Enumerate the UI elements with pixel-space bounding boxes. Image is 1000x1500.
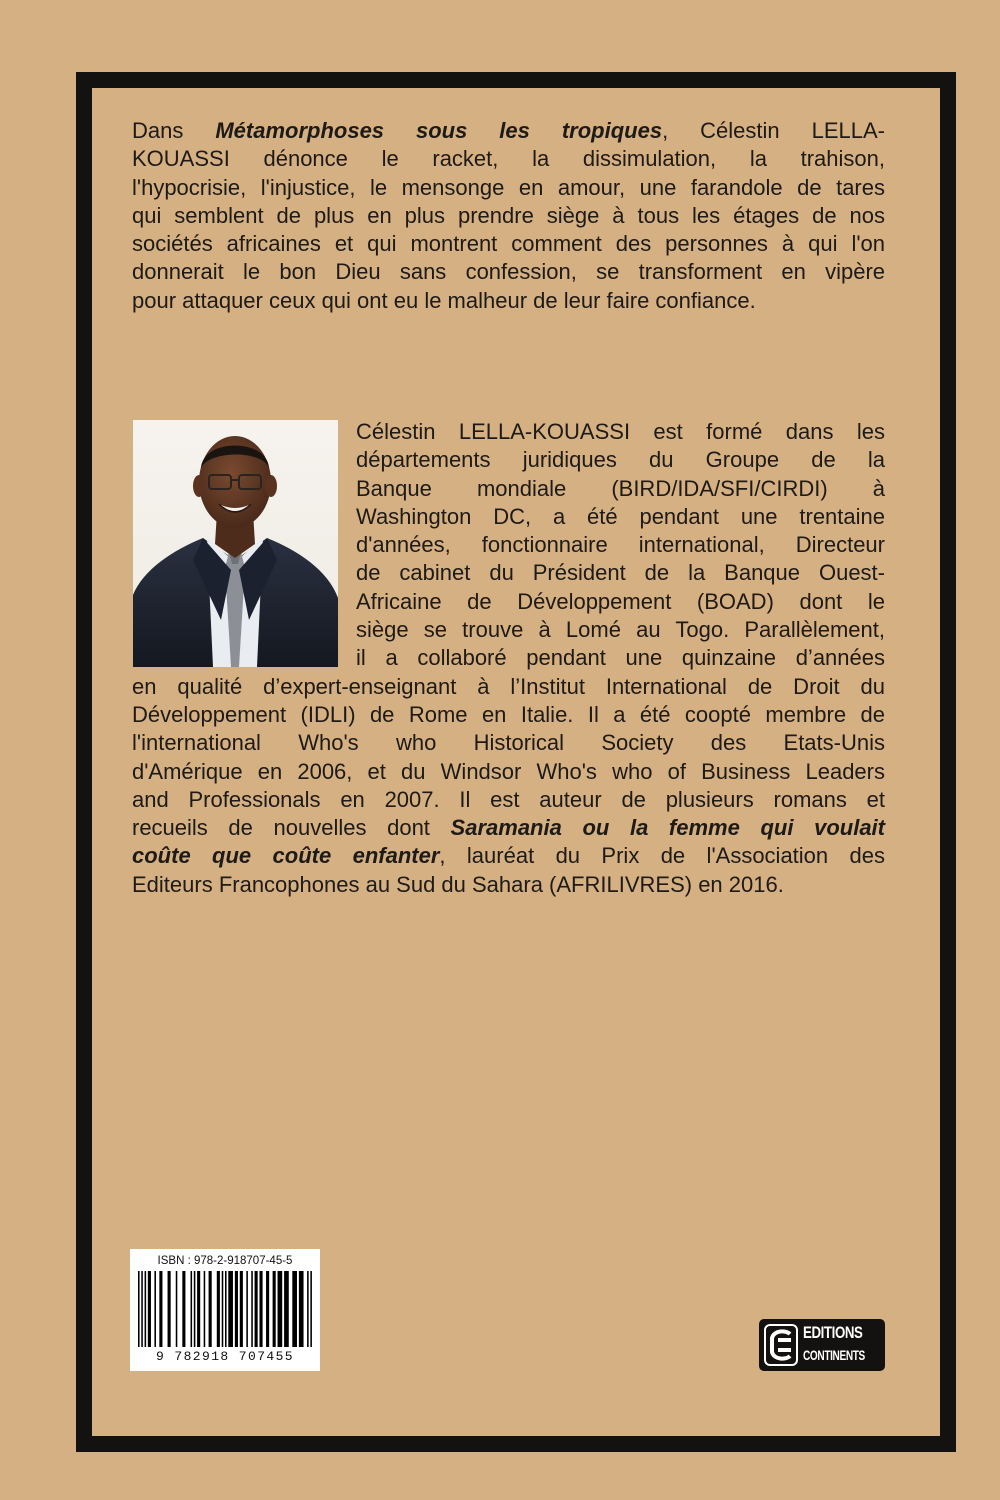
barcode-bar — [273, 1271, 276, 1347]
synopsis-line: qui semblent de plus en plus prendre siège à tous les étages de nos — [132, 202, 885, 228]
award-book-title-part-1: Saramania ou la femme qui voulait — [450, 815, 885, 841]
bio-line: de cabinet du Président de la Banque Ouest- — [356, 560, 885, 586]
barcode-bar — [148, 1271, 151, 1347]
bio-line — [132, 842, 885, 870]
barcode-bar — [194, 1271, 196, 1347]
bio-line: Banque mondiale (BIRD/IDA/SFI/CIRDI) à — [356, 475, 885, 501]
barcode-bar — [235, 1271, 238, 1347]
synopsis-paragraph — [132, 117, 885, 315]
publisher-logo — [759, 1319, 885, 1371]
bio-line: départements juridiques du Groupe de la — [356, 447, 885, 473]
synopsis-line: l'hypocrisie, l'injustice, le mensonge en amour, une farandole de tares — [132, 174, 885, 200]
barcode-digits: 9 782918 707455 — [155, 1349, 295, 1364]
synopsis-line — [132, 117, 885, 145]
barcode-bar — [228, 1271, 233, 1347]
synopsis-line: KOUASSI dénonce le racket, la dissimulation, la trahison, — [132, 146, 885, 172]
bio-line: en qualité d’expert-enseignant à l’Institut International de Droit du — [132, 673, 885, 699]
barcode-bar — [246, 1271, 248, 1347]
barcode-bar — [284, 1271, 289, 1347]
barcode-bar — [292, 1271, 297, 1347]
barcode-bar — [255, 1271, 258, 1347]
author-biography — [132, 418, 885, 899]
barcode-bar — [225, 1271, 227, 1347]
barcode-bar — [197, 1271, 200, 1347]
bio-line: il a collaboré pendant une quinzaine d’années — [356, 645, 885, 671]
bio-line: d'Amérique en 2006, et du Windsor Who's who of Business Leaders — [132, 758, 885, 784]
bio-line: Développement (IDLI) de Rome en Italie. Il a été coopté membre de — [132, 701, 885, 727]
barcode-bar — [310, 1271, 312, 1347]
bio-line: Editeurs Francophones au Sud du Sahara (AFRILIVRES) en 2016. — [132, 871, 784, 897]
bio-suffix: , lauréat du Prix de l'Association des — [439, 843, 886, 869]
bio-line: Africaine de Développement (BOAD) dont le — [356, 588, 885, 614]
barcode-bar — [240, 1271, 243, 1347]
synopsis-line: sociétés africaines et qui montrent comment des personnes à qui l'on — [132, 231, 885, 257]
barcode-bar — [307, 1271, 309, 1347]
bio-line: Célestin LELLA-KOUASSI est formé dans les — [356, 419, 885, 444]
barcode-bar — [168, 1271, 171, 1347]
barcode-bar — [204, 1271, 206, 1347]
barcode-bar — [222, 1271, 224, 1347]
isbn-barcode — [130, 1249, 320, 1371]
bio-line: Washington DC, a été pendant une trentaine — [356, 503, 885, 529]
barcode-bar — [138, 1271, 140, 1347]
bio-line — [132, 814, 885, 842]
synopsis-line: donnerait le bon Dieu sans confession, se transforment en vipère — [132, 259, 885, 285]
barcode-bar — [209, 1271, 212, 1347]
barcode-bar — [259, 1271, 262, 1347]
synopsis-line: pour attaquer ceux qui ont eu le malheur de leur faire confiance. — [132, 287, 756, 313]
publisher-name-bottom: CONTINENTS — [803, 1347, 865, 1363]
barcode-bar — [176, 1271, 178, 1347]
book-title: Métamorphoses sous les tropiques — [215, 118, 663, 143]
barcode-bar — [141, 1271, 143, 1347]
award-book-title-part-2: coûte que coûte enfanter — [132, 843, 440, 869]
bio-line: d'années, fonctionnaire international, Directeur — [356, 532, 885, 558]
barcode-bar — [159, 1271, 162, 1347]
barcode-bar — [191, 1271, 193, 1347]
barcode-bar — [182, 1271, 185, 1347]
bio-line: l'international Who's who Historical Society des Etats-Unis — [132, 730, 885, 756]
barcode-bar — [154, 1271, 156, 1347]
bio-line: siège se trouve à Lomé au Togo. Parallèlement, — [356, 617, 885, 643]
barcode-bar — [278, 1271, 283, 1347]
bio-line: and Professionals en 2007. Il est auteur de plusieurs romans et — [132, 786, 885, 812]
barcode-bars — [138, 1271, 312, 1347]
isbn-label: ISBN : 978-2-918707-45-5 — [157, 1255, 293, 1267]
barcode-bar — [145, 1271, 147, 1347]
synopsis-prefix: Dans — [132, 118, 216, 143]
publisher-emblem-icon — [764, 1324, 798, 1366]
barcode-bar — [299, 1271, 304, 1347]
barcode-bar — [266, 1271, 269, 1347]
barcode-bar — [251, 1271, 253, 1347]
publisher-name-top: EDITIONS — [803, 1323, 863, 1342]
synopsis-suffix: , Célestin LELLA- — [662, 118, 885, 143]
bio-prefix: recueils de nouvelles dont — [132, 815, 451, 841]
barcode-bar — [217, 1271, 220, 1347]
